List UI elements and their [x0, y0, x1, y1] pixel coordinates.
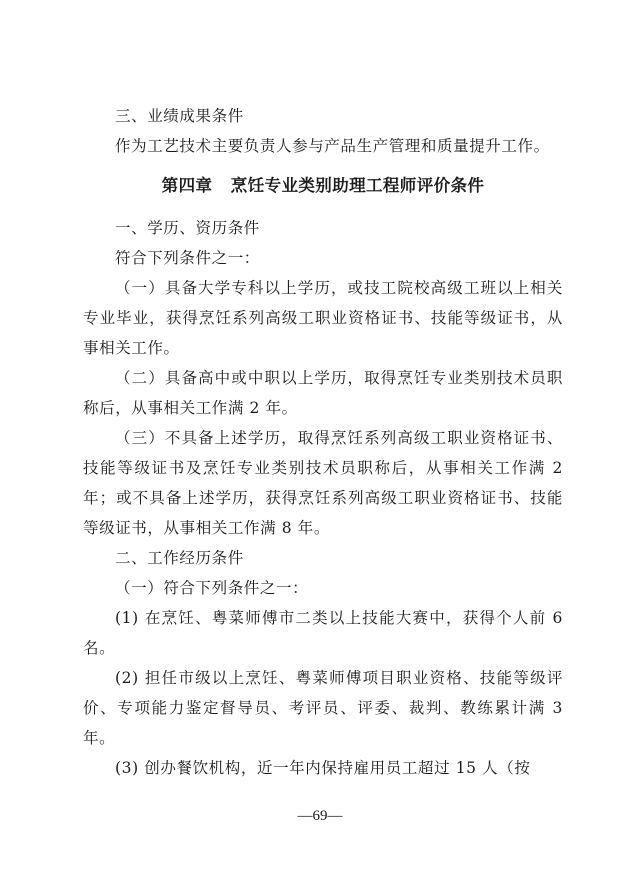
- section-heading-education: 一、学历、资历条件: [115, 219, 260, 237]
- section-heading-work-experience: 二、工作经历条件: [115, 549, 244, 567]
- work-item-2: (2) 担任市级以上烹饪、粤菜师傅项目职业资格、技能等级评价、专项能力鉴定督导员、考评员、评委、裁判、教练累计满 3 年。: [83, 669, 563, 747]
- condition-item-1: （一）具备大学专科以上学历，或技工院校高级工班以上相关专业毕业，获得烹饪系列高级工职业资格证书、技能等级证书，从事相关工作。: [83, 279, 563, 357]
- work-conditions-intro: （一）符合下列条件之一：: [115, 579, 309, 597]
- condition-item-3: （三）不具备上述学历，取得烹饪系列高级工职业资格证书、技能等级证书及烹饪专业类别技术员职称后，从事相关工作满 2 年；或不具备上述学历，获得烹饪系列高级工职业资格证书、技能等级证书，从事相关工作满 8 年。: [83, 429, 563, 537]
- section-heading-performance: 三、业绩成果条件: [115, 107, 244, 125]
- page-number: —69—: [297, 808, 343, 824]
- condition-item-2: （二）具备高中或中职以上学历，取得烹饪专业类别技术员职称后，从事相关工作满 2 年。: [83, 369, 563, 417]
- conditions-intro: 符合下列条件之一：: [115, 249, 260, 267]
- work-item-1: (1) 在烹饪、粤菜师傅市二类以上技能大赛中，获得个人前 6 名。: [83, 609, 563, 657]
- section-paragraph: 作为工艺技术主要负责人参与产品生产管理和质量提升工作。: [115, 137, 550, 155]
- document-body: [83, 101, 563, 783]
- work-item-3: (3) 创办餐饮机构，近一年内保持雇用员工超过 15 人（按: [115, 759, 531, 777]
- chapter-title: 第四章 烹饪专业类别助理工程师评价条件: [161, 176, 485, 195]
